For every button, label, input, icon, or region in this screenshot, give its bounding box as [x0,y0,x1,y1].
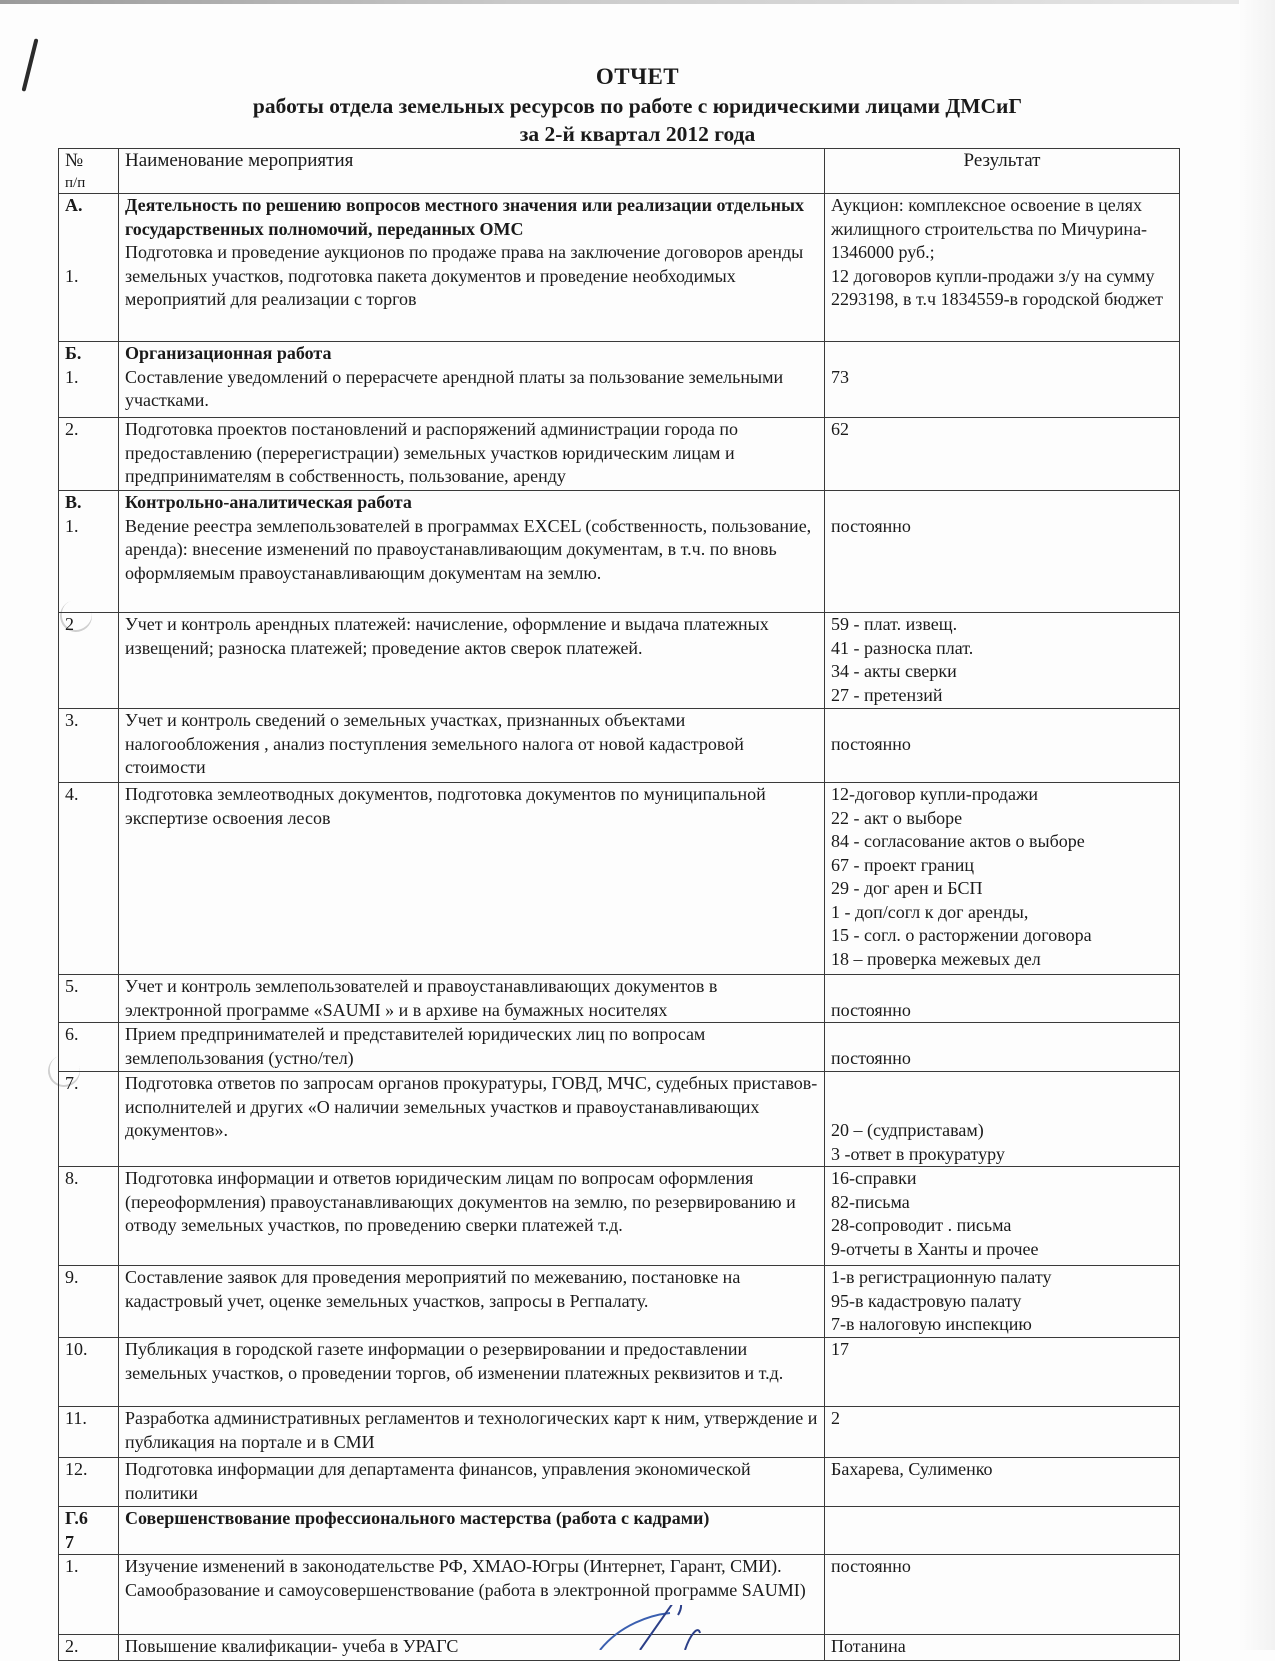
table-row [59,342,1180,418]
activity-name-cell [119,194,825,342]
result-cell [825,1023,1180,1072]
table-header-row [59,149,1180,194]
activity-name: Подготовка и проведение аукционов по продаже права на заключение договоров аренды земельных участков, подготовка пакета документов и проведение необходимых мероприятий для реализации с торгов [125,242,804,309]
table-row [59,613,1180,709]
activity-name-cell [119,783,825,975]
row-number-text: 1. [65,1556,79,1576]
row-number-text: 6. [65,1024,79,1044]
result-text: 16-справки [831,1168,917,1188]
table-row [59,1458,1180,1507]
result-cell [825,1458,1180,1507]
row-number [59,1338,119,1407]
row-number-text: А. [65,195,83,215]
result-text [831,1096,1173,1120]
table-row [59,491,1180,613]
activity-name-cell [119,709,825,783]
row-number [59,1555,119,1635]
table-row [59,709,1180,783]
result-text: Потанина [831,1636,906,1656]
result-text [831,709,1173,733]
activity-name: Составление заявок для проведения мероприятий по межеванию, постановке на кадастровый учет, оценке земельных участков, запросы в Регпалату. [125,1267,741,1311]
result-text [831,491,1173,515]
row-number [59,1407,119,1458]
result-text: 12 договоров купли-продажи з/у на сумму 2293198, в т.ч 1834559-в городской бюджет [831,265,1163,309]
table-row [59,1023,1180,1072]
activity-name-cell [119,1023,825,1072]
row-number-text: В. [65,492,82,512]
activity-name-cell [119,418,825,491]
activity-name-cell [119,1407,825,1458]
row-number-text: 7. [65,1073,79,1093]
row-number-text: 2 [65,614,74,634]
result-text: 15 - согл. о расторжении договора [831,925,1092,945]
result-text: постоянно [831,1047,911,1068]
result-text: 73 [831,366,849,387]
scan-top-edge [0,0,1275,4]
result-text: 12-договор купли-продажи [831,784,1039,804]
result-text: постоянно [831,733,911,754]
table-row [59,1266,1180,1338]
result-cell [825,1507,1180,1555]
result-text: 34 - акты сверки [831,661,957,681]
row-number [59,194,119,342]
result-text [831,975,1173,999]
report-table-body [59,194,1180,1661]
row-number [59,1635,119,1661]
result-text: постоянно [831,1556,911,1576]
row-number-text: 2. [65,1636,79,1656]
result-text: 29 - дог арен и БСП [831,878,983,898]
document-subtitle: работы отдела земельных ресурсов по работе с юридическими лицами ДМСиГ [252,94,1023,118]
result-text: 28-сопроводит . письма [831,1215,1012,1235]
section-title: Контрольно-аналитическая работа [125,492,412,512]
row-number-text: 12. [65,1459,88,1479]
result-text: 95-в кадастровую палату [831,1290,1022,1311]
section-title: Деятельность по решению вопросов местного значения или реализации отдельных государственных полномочий, переданных ОМС [125,195,805,239]
result-text [831,1072,1173,1096]
result-text: 82-письма [831,1191,910,1212]
activity-name: Учет и контроль землепользователей и правоустанавливающих документов в электронной программе «SAUMI » и в архиве на бумажных носителях [125,976,718,1020]
row-number-text: 4. [65,784,79,804]
result-text: 7-в налоговую инспекцию [831,1314,1032,1334]
row-number [59,1072,119,1167]
document-header [0,62,1275,148]
activity-name: Учет и контроль сведений о земельных участках, признанных объектами налогообложения , анализ поступления земельного налога от новой кадастровой стоимости [125,710,744,777]
activity-name-cell [119,1507,825,1555]
table-row [59,1507,1180,1555]
row-number [59,491,119,613]
activity-name: Составление уведомлений о перерасчете арендной платы за пользование земельными участками. [125,366,784,410]
activity-name-cell [119,1072,825,1167]
result-text [831,1507,1173,1531]
result-text: Бахарева, Сулименко [831,1459,993,1479]
result-text: 59 - плат. извещ. [831,614,958,634]
row-number-text: 2. [65,419,79,439]
table-row [59,1072,1180,1167]
result-text: 67 - проект границ [831,854,974,875]
result-text: 3 -ответ в прокуратуру [831,1143,1005,1164]
result-text: 2 [831,1408,840,1428]
row-number-text: 1. [65,515,79,536]
signature-mark [580,1605,720,1650]
table-row [59,1407,1180,1458]
header-number [59,149,119,194]
activity-name: Учет и контроль арендных платежей: начисление, оформление и выдача платежных извещений; разноска платежей; проведение актов сверок платежей. [125,614,769,658]
result-text: постоянно [831,999,911,1020]
activity-name: Подготовка информации для департамента финансов, управления экономической политики [125,1459,751,1503]
document-title: ОТЧЕТ [595,64,680,89]
result-cell [825,975,1180,1023]
activity-name: Ведение реестра землепользователей в программах EXCEL (собственность, пользование, аренда): внесение изменений по правоустанавливающим документам, в т.ч. по вновь оформляемым правоустанавливающим документам на землю. [125,515,812,583]
document-period: за 2-й квартал 2012 года [519,122,756,146]
result-cell [825,1338,1180,1407]
activity-name-cell [119,1266,825,1338]
result-text: постоянно [831,515,911,536]
result-cell [825,1407,1180,1458]
header-activity-name: Наименование мероприятия [119,149,825,194]
header-number-symbol: № [65,150,84,171]
result-text: 27 - претензий [831,684,943,705]
activity-name-cell [119,1458,825,1507]
activity-name: Подготовка проектов постановлений и распоряжений администрации города по предоставлению (перерегистрации) земельных участков юридическим лицам и предпринимателям в собственность, пользование, аренду [125,419,739,486]
result-text: 1 - доп/согл к дог аренды, [831,901,1029,922]
result-text: 20 – (судприставам) [831,1120,984,1140]
table-row [59,783,1180,975]
activity-name: Подготовка информации и ответов юридическим лицам по вопросам оформления (переоформления) правоустанавливающих документов на землю, по резервированию и отводу земельных участков, по проведению сверки платежей т.д. [125,1168,796,1235]
scan-right-edge [1239,0,1275,1650]
report-table [58,148,1180,1661]
activity-name-cell [119,342,825,418]
section-title: Совершенствование профессионального мастерства (работа с кадрами) [125,1508,710,1528]
result-text: 41 - разноска плат. [831,637,974,658]
result-cell [825,1555,1180,1635]
row-number-text: 7 [65,1531,74,1552]
activity-name: Подготовка ответов по запросам органов прокуратуры, ГОВД, МЧС, судебных приставов-исполнителей и других «О наличии земельных участков и правоустанавливающих документов». [125,1073,818,1140]
result-text: 18 – проверка межевых дел [831,948,1041,969]
row-number-text: 9. [65,1267,79,1287]
table-row [59,418,1180,491]
activity-name-cell [119,975,825,1023]
result-text: 84 - согласование актов о выборе [831,831,1085,851]
row-number [59,1266,119,1338]
row-number [59,342,119,418]
row-number-text: 3. [65,710,79,730]
activity-name-cell [119,491,825,613]
row-number-text: 5. [65,976,79,996]
result-cell [825,709,1180,783]
row-number [59,1507,119,1555]
table-row [59,194,1180,342]
activity-name: Разработка административных регламентов и технологических карт к ним, утверждение и публикация на портале и в СМИ [125,1408,818,1452]
header-result: Результат [825,149,1180,194]
activity-name: Изучение изменений в законодательстве РФ, ХМАО-Югры (Интернет, Гарант, СМИ). Самообразование и самоусовершенствование (работа в электронной программе SAUMI) [125,1556,806,1600]
activity-name-cell [119,1338,825,1407]
result-text: 1-в регистрационную палату [831,1267,1052,1287]
row-number-text: 8. [65,1168,79,1188]
result-text: 22 - акт о выборе [831,807,963,828]
table-row [59,1338,1180,1407]
row-number-text [65,241,112,265]
row-number [59,613,119,709]
result-cell [825,613,1180,709]
result-cell [825,1266,1180,1338]
row-number-text: 1. [65,366,79,387]
result-cell [825,194,1180,342]
row-number [59,783,119,975]
result-cell [825,1167,1180,1266]
result-text: 9-отчеты в Ханты и прочее [831,1238,1039,1259]
result-cell [825,342,1180,418]
row-number-text: 1. [65,265,79,286]
result-cell [825,1635,1180,1661]
result-cell [825,491,1180,613]
result-text: Аукцион: комплексное освоение в целях жилищного строительства по Мичурина- 1346000 руб.; [831,195,1148,262]
activity-name: Повышение квалификации- учеба в УРАГС [125,1636,459,1656]
row-number [59,1167,119,1266]
result-text: 17 [831,1339,849,1359]
row-number [59,709,119,783]
result-cell [825,1072,1180,1167]
row-number-text [65,218,112,242]
activity-name-cell [119,1167,825,1266]
row-number [59,418,119,491]
result-cell [825,783,1180,975]
row-number [59,1023,119,1072]
result-text: 62 [831,419,849,439]
result-text [831,1023,1173,1047]
activity-name: Подготовка землеотводных документов, подготовка документов по муниципальной экспертизе освоения лесов [125,784,766,828]
row-number-text: 10. [65,1339,88,1359]
table-row [59,975,1180,1023]
section-title: Организационная работа [125,343,332,363]
header-number-label: п/п [65,175,86,191]
result-text [831,342,1173,366]
row-number [59,975,119,1023]
row-number [59,1458,119,1507]
row-number-text: Б. [65,343,82,363]
result-cell [825,418,1180,491]
activity-name: Прием предпринимателей и представителей юридических лиц по вопросам землепользования (устно/тел) [125,1024,706,1068]
row-number-text: 11. [65,1408,87,1428]
activity-name-cell [119,613,825,709]
activity-name: Публикация в городской газете информации о резервировании и предоставлении земельных участков, о проведении торгов, об изменении платежных реквизитов и т.д. [125,1339,784,1383]
row-number-text: Г.6 [65,1508,88,1528]
table-row [59,1167,1180,1266]
